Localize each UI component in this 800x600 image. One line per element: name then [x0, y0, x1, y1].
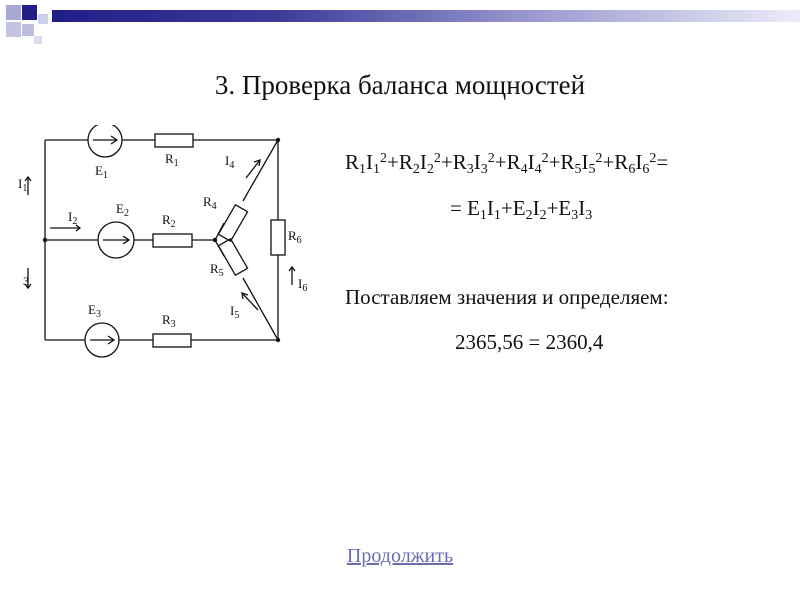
decor-square: [38, 14, 48, 24]
decor-square: [22, 5, 37, 20]
decor-square: [6, 5, 21, 20]
power-balance-equation-line2: = $E_1I_1+E_2I_2+E_3I_3$: [450, 196, 593, 223]
label-r5: $R_5$: [210, 261, 224, 279]
result-equality: 2365,56 = 2360,4: [455, 330, 604, 354]
continue-link[interactable]: Продолжить: [346, 545, 454, 567]
label-i4: $I_4$: [225, 153, 235, 171]
label-i5: $I_5$: [230, 303, 240, 321]
source-e1: [88, 125, 122, 157]
header-decoration: [0, 0, 800, 46]
label-e3: $E_3$: [88, 302, 101, 320]
header-gradient-bar: [52, 10, 800, 22]
power-balance-equation-line1: $R_1I_1^2+R_2I_2^2+R_3I_3^2+R_4I_4^2+R_5I_5^2+R_6I_6^2=$: [345, 150, 669, 177]
label-e2: $E_2$: [116, 201, 129, 219]
label-e1: $E_1$: [95, 163, 108, 181]
slide-title: 3. Проверка баланса мощностей: [214, 70, 586, 100]
label-i2: $I_2$: [68, 209, 78, 227]
label-r3: $R_3$: [162, 312, 176, 330]
node-dot: [276, 338, 280, 342]
resistor-r3: [153, 334, 191, 347]
node-dot: [213, 238, 217, 242]
circuit-diagram: [10, 125, 330, 370]
label-r1: $R_1$: [165, 151, 179, 169]
label-r2: $R_2$: [162, 212, 176, 230]
decor-square: [34, 36, 42, 44]
decor-square: [22, 24, 34, 36]
resistor-r1: [155, 134, 193, 147]
label-r6: $R_6$: [288, 228, 302, 246]
resistor-r2: [153, 234, 192, 247]
node-dot: [43, 238, 47, 242]
resistor-r6: [271, 220, 285, 255]
wire: [243, 278, 278, 340]
label-r4: $R_4$: [203, 194, 217, 212]
wire: [243, 140, 278, 201]
label-i1: $I_1$: [18, 176, 28, 194]
label-i6: $I_6$: [298, 276, 308, 294]
substitution-text: Поставляем значения и определяем:: [345, 285, 669, 309]
label-i3: 3: [23, 274, 29, 288]
node-dot: [276, 138, 280, 142]
decor-square: [6, 22, 21, 37]
resistor-r4: [218, 205, 247, 241]
